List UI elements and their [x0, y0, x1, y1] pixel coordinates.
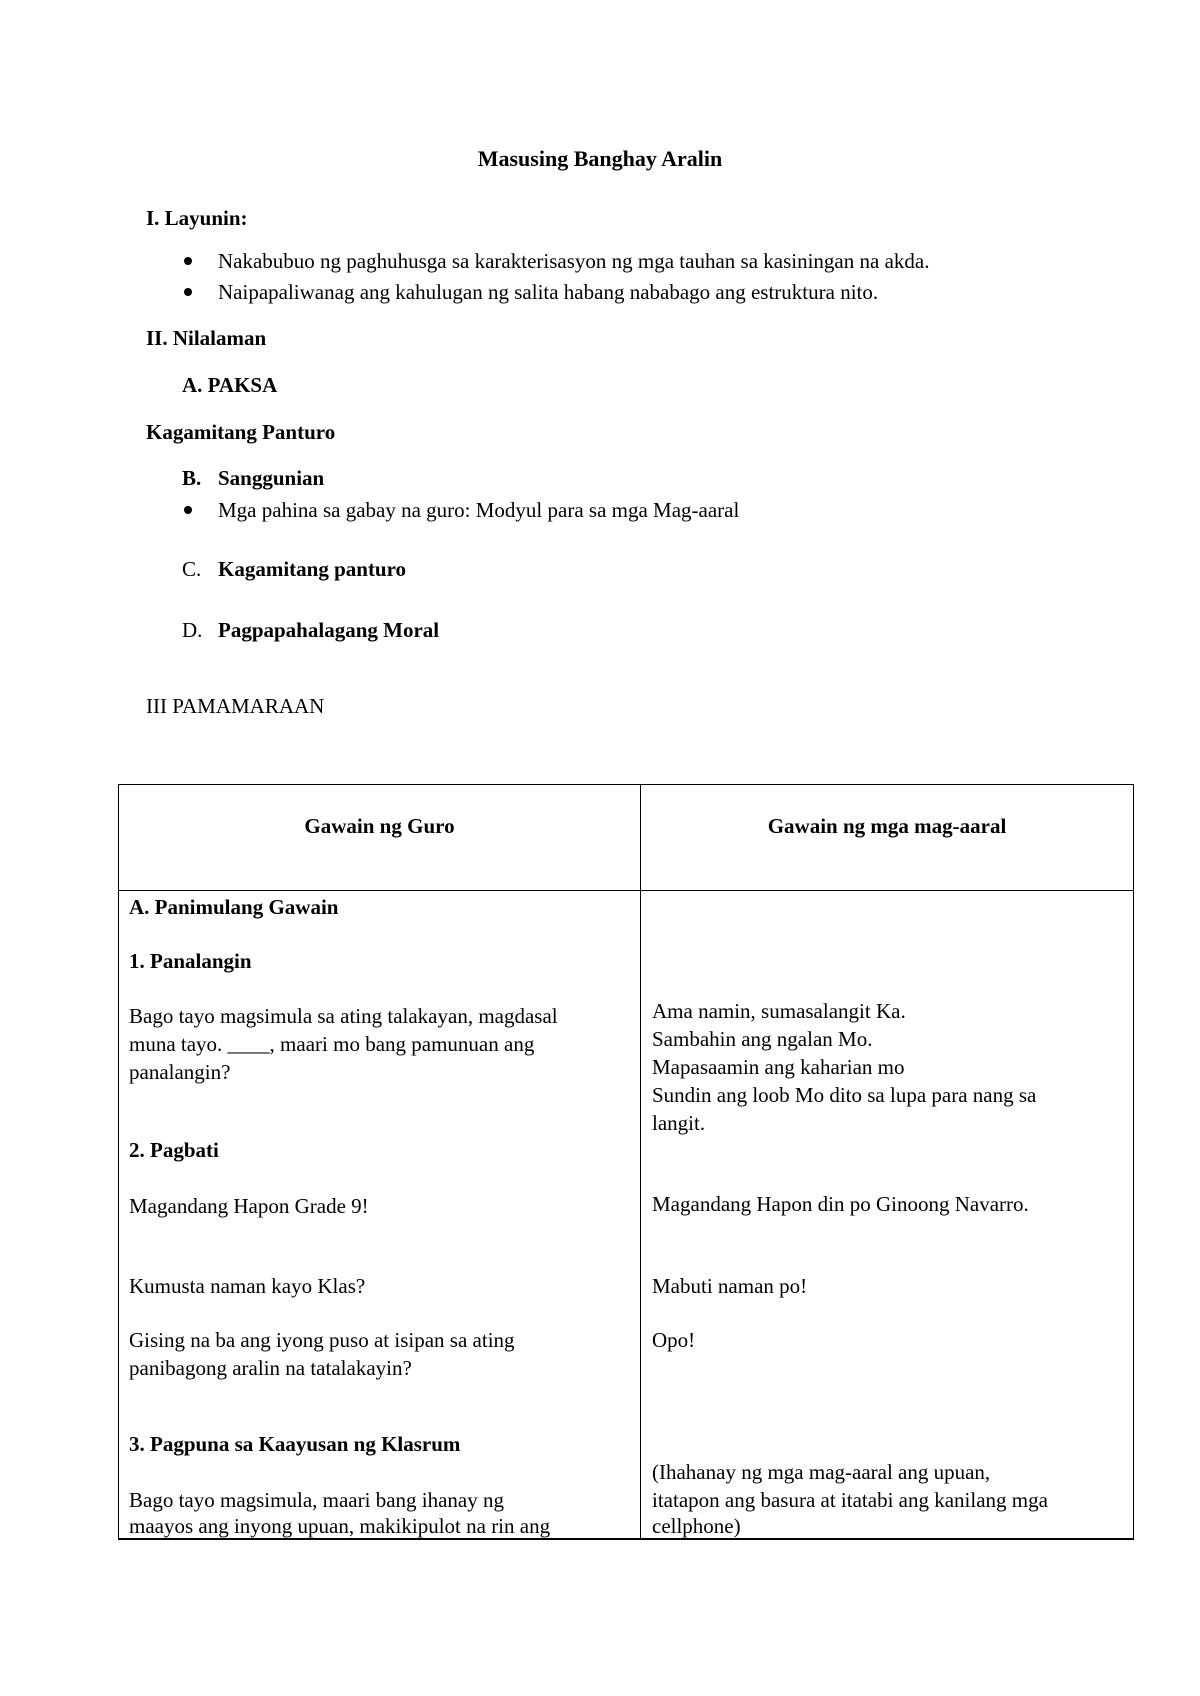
- ayos-line-3: cellphone): [652, 1514, 741, 1538]
- ayos-line-2: itatapon ang basura at itatabi ang kanilang mga: [652, 1488, 1048, 1512]
- pagpuna-heading: 3. Pagpuna sa Kaayusan ng Klasrum: [129, 1432, 461, 1456]
- dasal-line-4: Sundin ang loob Mo dito sa lupa para nang sa: [652, 1083, 1037, 1107]
- table-header-guro: Gawain ng Guro: [304, 814, 455, 838]
- pagpuna-line-1: Bago tayo magsimula, maari bang ihanay ng: [129, 1488, 504, 1512]
- ayos-line-1: (Ihahanay ng mga mag-aaral ang upuan,: [652, 1460, 991, 1484]
- bullet-dot: [184, 506, 192, 514]
- dasal-line-2: Sambahin ang ngalan Mo.: [652, 1027, 873, 1051]
- table-border-top: [118, 784, 1134, 785]
- sanggunian-bullet: Mga pahina sa gabay na guro: Modyul para sa mga Mag-aaral: [218, 498, 740, 522]
- sanggunian-heading: Sanggunian: [218, 466, 325, 490]
- table-header-divider: [118, 890, 1134, 891]
- item-b-marker: B.: [182, 466, 202, 490]
- bullet-dot: [184, 288, 192, 296]
- kagamitang-panturo-item: Kagamitang panturo: [218, 557, 407, 581]
- panalangin-line-1: Bago tayo magsimula sa ating talakayan, magdasal: [129, 1004, 558, 1028]
- section-layunin-heading: I. Layunin:: [146, 206, 248, 230]
- bati-response-2: Mabuti naman po!: [652, 1274, 808, 1298]
- table-header-mag-aaral: Gawain ng mga mag-aaral: [767, 814, 1007, 838]
- dasal-line-3: Mapasaamin ang kaharian mo: [652, 1055, 905, 1079]
- section-nilalaman-heading: II. Nilalaman: [146, 326, 267, 350]
- bati-response-3: Opo!: [652, 1328, 696, 1352]
- bullet-dot: [184, 257, 192, 265]
- page-title: Masusing Banghay Aralin: [477, 146, 723, 171]
- layunin-bullet-1: Nakabubuo ng paghuhusga sa karakterisasyon ng mga tauhan sa kasiningan na akda.: [218, 249, 930, 273]
- panalangin-line-2: muna tayo. ____, maari mo bang pamunuan ang: [129, 1032, 535, 1056]
- pagbati-line-3: Gising na ba ang iyong puso at isipan sa ating: [129, 1328, 515, 1352]
- pagbati-line-2: Kumusta naman kayo Klas?: [129, 1274, 366, 1298]
- table-border-right: [1133, 784, 1134, 1540]
- pagbati-line-4: panibagong aralin na tatalakayin?: [129, 1356, 412, 1380]
- bati-response-1: Magandang Hapon din po Ginoong Navarro.: [652, 1192, 1029, 1216]
- panimulang-gawain-heading: A. Panimulang Gawain: [129, 895, 339, 919]
- panalangin-line-3: panalangin?: [129, 1060, 231, 1084]
- pagpapahalagang-moral-item: Pagpapahalagang Moral: [218, 618, 440, 642]
- layunin-bullet-2: Naipapaliwanag ang kahulugan ng salita habang nababago ang estruktura nito.: [218, 280, 879, 304]
- pagpuna-line-2: maayos ang inyong upuan, makikipulot na rin ang: [129, 1514, 551, 1538]
- item-c-marker: C.: [182, 557, 202, 581]
- dasal-line-1: Ama namin, sumasalangit Ka.: [652, 999, 906, 1023]
- dasal-line-5: langit.: [652, 1111, 706, 1135]
- kagamitang-panturo-heading: Kagamitang Panturo: [146, 420, 336, 444]
- table-border-left: [118, 784, 119, 1540]
- pagbati-line-1: Magandang Hapon Grade 9!: [129, 1194, 369, 1218]
- section-pamamaraan-heading: III PAMAMARAAN: [146, 694, 325, 718]
- table-column-divider: [640, 784, 641, 1540]
- pagbati-heading: 2. Pagbati: [129, 1138, 219, 1162]
- item-d-marker: D.: [182, 618, 203, 642]
- panalangin-heading: 1. Panalangin: [129, 949, 252, 973]
- paksa-heading: A. PAKSA: [182, 373, 278, 397]
